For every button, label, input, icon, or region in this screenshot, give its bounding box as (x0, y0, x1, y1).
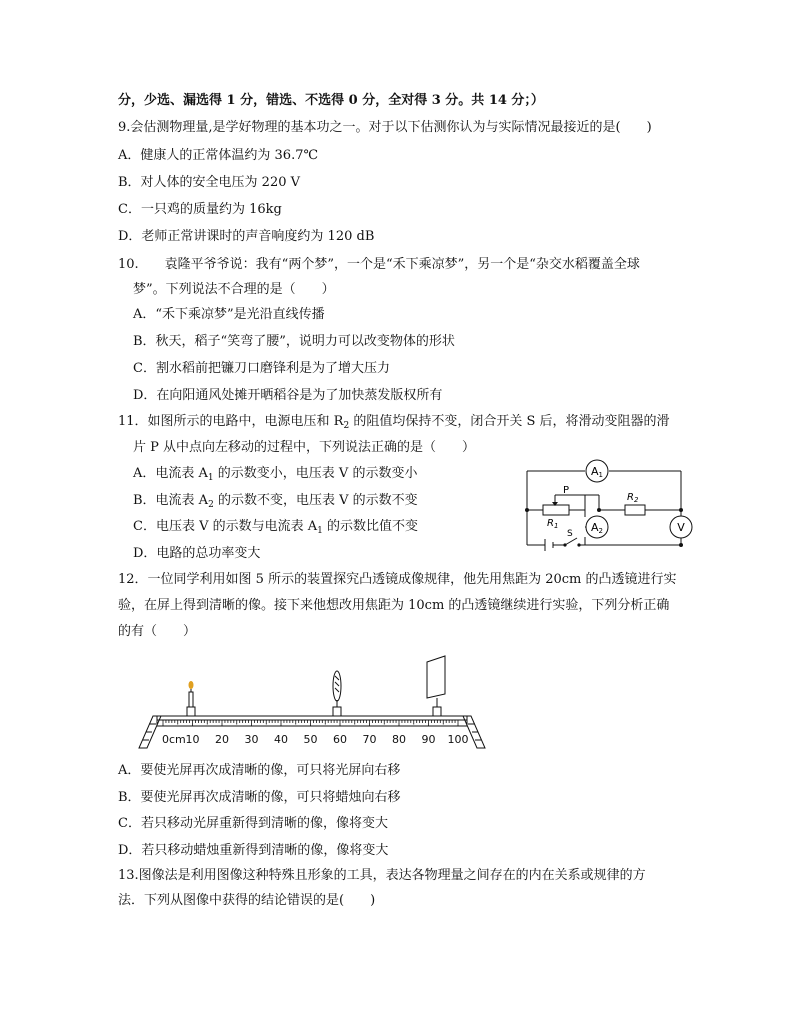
bench-label: 10 (185, 733, 200, 746)
circuit-diagram (515, 455, 695, 555)
q10-option-d: D．在向阳通风处摊开晒稻谷是为了加快蒸发版权所有 (133, 388, 443, 403)
bench-label: 40 (274, 733, 288, 746)
q12-stem-line3: 的有（ ） (118, 624, 197, 639)
light-screen (427, 656, 445, 698)
q9-option-d: D．老师正常讲课时的声音响度约为 120 dB (118, 229, 375, 244)
bench-label: 70 (362, 733, 377, 746)
optical-bench-diagram (135, 652, 490, 752)
q10-option-a: A．“禾下乘凉梦”是光沿直线传播 (133, 307, 325, 322)
q10-stem-line2: 梦”。下列说法不合理的是（ ） (133, 282, 335, 297)
q10-option-b: B．秋天，稻子“笑弯了腰”，说明力可以改变物体的形状 (133, 334, 455, 349)
a2-label: A2 (591, 521, 603, 535)
q10-option-c: C．割水稻前把镰刀口磨锋利是为了增大压力 (133, 361, 390, 376)
rheostat-r1 (543, 505, 569, 515)
convex-lens (333, 671, 341, 701)
a1-label: A1 (591, 465, 603, 479)
q12-option-a: A．要使光屏再次成清晰的像，可只将光屏向右移 (118, 763, 401, 778)
s-label: S (567, 529, 573, 539)
v-label: V (677, 521, 685, 534)
q12-option-b: B．要使光屏再次成清晰的像，可只将蜡烛向右移 (118, 790, 401, 805)
q9-stem: 9.会估测物理量,是学好物理的基本功之一。对于以下估测你认为与实际情况最接近的是( ) (118, 120, 652, 135)
q12-stem-line2: 验，在屏上得到清晰的像。接下来他想改用焦距为 10cm 的凸透镜继续进行实验，下列分析正确 (118, 598, 670, 613)
bench-label: 0cm (162, 733, 186, 746)
q11-option-b: B．电流表 $A_2$ 的示数不变，电压表 V 的示数不变 (133, 493, 418, 510)
section-instruction: 分，少选、漏选得 1 分，错选、不选得 0 分，全对得 3 分。共 14 分；） (118, 93, 544, 108)
bench-label: 90 (421, 733, 436, 746)
bench-label: 100 (447, 733, 469, 746)
candle (189, 692, 193, 707)
q13-stem-line1: 13.图像法是利用图像这种特殊且形象的工具，表达各物理量之间存在的内在关系或规律的方 (118, 868, 646, 883)
q10-stem-line1: 10. 袁隆平爷爷说：我有“两个梦”，一个是“禾下乘凉梦”，另一个是“杂交水稻覆盖全球 (118, 257, 640, 272)
q11-option-a: A．电流表 $A_1$ 的示数变小，电压表 V 的示数变小 (133, 466, 418, 483)
p-label: P (563, 485, 570, 496)
bench-label: 50 (303, 733, 318, 746)
q11-option-c: C．电压表 V 的示数与电流表 $A_1$ 的示数比值不变 (133, 519, 418, 536)
r2-label: $R_2$ (627, 492, 639, 504)
bench-label: 60 (333, 733, 347, 746)
q11-option-d: D．电路的总功率变大 (133, 546, 261, 561)
q9-option-c: C．一只鸡的质量约为 16kg (118, 202, 282, 217)
bench-label: 30 (244, 733, 259, 746)
q11-stem-line2: 片 P 从中点向左移动的过程中，下列说法正确的是（ ） (133, 440, 476, 455)
resistor-r2 (625, 505, 645, 515)
bench-rail (157, 716, 467, 726)
q11-stem-line1: 11．如图所示的电路中，电源电压和 $R_2$ 的阻值均保持不变，闭合开关 S 后，将滑动变阻器的滑 (118, 414, 670, 431)
switch-s (565, 538, 577, 545)
q12-stem-line1: 12．一位同学利用如图 5 所示的装置探究凸透镜成像规律，他先用焦距为 20cm 的凸透镜进行实 (118, 572, 677, 587)
q12-option-d: D．若只移动蜡烛重新得到清晰的像，像将变大 (118, 843, 389, 858)
q9-option-a: A．健康人的正常体温约为 36.7℃ (118, 148, 319, 163)
bench-label: 80 (392, 733, 406, 746)
q12-option-c: C．若只移动光屏重新得到清晰的像，像将变大 (118, 816, 388, 831)
q13-stem-line2: 法．下列从图像中获得的结论错误的是( ) (118, 893, 376, 908)
r1-label: $R_1$ (547, 518, 559, 530)
candle-flame (189, 681, 194, 689)
bench-label: 20 (215, 733, 229, 746)
q9-option-b: B．对人体的安全电压为 220 V (118, 175, 301, 190)
